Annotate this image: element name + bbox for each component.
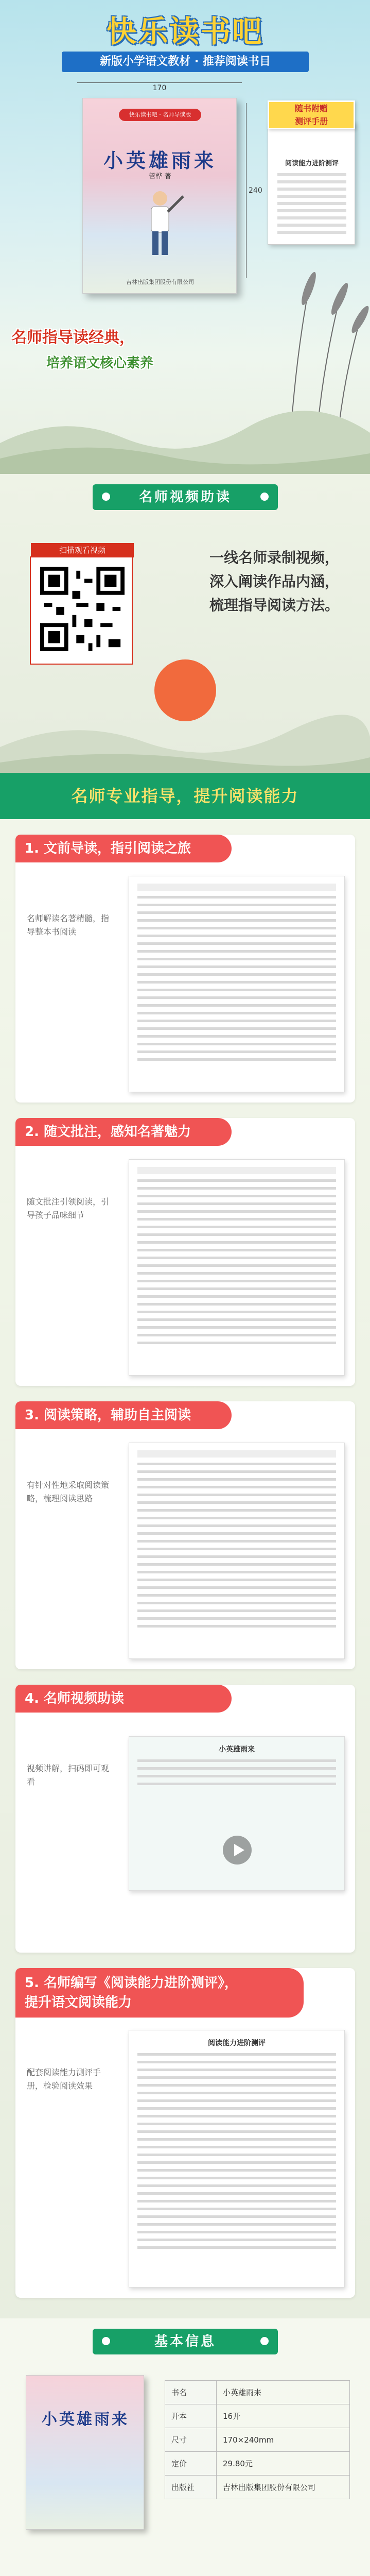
gift-tag-text: 随书附赠 测评手册: [294, 104, 328, 126]
info-row: [165, 2452, 350, 2476]
basic-info-section: [0, 2318, 370, 2576]
hero-section: [0, 0, 370, 474]
hero-title: 快乐读书吧: [106, 14, 263, 49]
feature-2-image: [129, 1159, 345, 1376]
info-key: 出版社: [165, 2476, 217, 2499]
assessment-booklet-title: 阅读能力进阶测评: [285, 160, 339, 167]
assessment-lines: [277, 173, 346, 238]
video-guide-header: 名师视频助读: [93, 484, 278, 510]
info-row: [165, 2381, 350, 2404]
info-table: [165, 2380, 350, 2499]
feature-5-head: [15, 1968, 304, 2018]
feature-card-5: [15, 1968, 355, 2298]
hero-mountains: [0, 371, 370, 474]
video-guide-section: [0, 474, 370, 773]
feature-3-desc: 有针对性地采取阅读策略，梳理阅读思路: [27, 1480, 110, 1503]
guide-line-3: 梳理指导阅读方法。: [209, 597, 339, 614]
hero-boy-illustration: [132, 186, 188, 263]
info-book-cover: [26, 2375, 144, 2530]
hero-slogan-2: 培养语文核心素养: [46, 355, 154, 371]
feature-1-head: 1. 文前导读，指引阅读之旅: [15, 835, 232, 862]
guide-line-1: 一线名师录制视频，: [209, 549, 339, 566]
info-value: 29.80元: [217, 2452, 350, 2476]
book-publisher: 吉林出版集团股份有限公司: [126, 279, 194, 285]
feature-3-image: [129, 1443, 345, 1659]
feature-1-image: [129, 876, 345, 1092]
feature-card-3: [15, 1401, 355, 1669]
basic-info-header: 基本信息: [93, 2329, 278, 2354]
assessment-page-title: 阅读能力进阶测评: [208, 2039, 266, 2047]
feature-3-head: 3. 阅读策略，辅助自主阅读: [15, 1401, 232, 1429]
video-guide-text: [209, 546, 339, 617]
info-key: 定价: [165, 2452, 217, 2476]
guide-mountains: [0, 690, 370, 773]
book-author: 管桦 著: [149, 173, 171, 180]
info-key: 书名: [165, 2381, 217, 2404]
hero-slogan-1: 名师指导读经典，: [11, 329, 135, 347]
info-value: 吉林出版集团股份有限公司: [217, 2476, 350, 2499]
info-value: 16开: [217, 2404, 350, 2428]
feature-5-image: [129, 2030, 345, 2287]
info-key: 尺寸: [165, 2428, 217, 2452]
info-row: [165, 2428, 350, 2452]
assessment-booklet: [268, 121, 355, 245]
qr-label: 扫描观看视频: [31, 543, 134, 557]
feature-card-1: [15, 835, 355, 1103]
feature-4-video-frame[interactable]: [129, 1736, 345, 1891]
width-dimension: 170: [77, 82, 242, 92]
info-value: 170×240mm: [217, 2428, 350, 2452]
height-dimension: 240: [246, 103, 262, 278]
feature-card-4: [15, 1685, 355, 1953]
gift-tag: [268, 100, 355, 129]
video-frame-title: 小英雄雨来: [219, 1745, 255, 1754]
feature-2-desc: 随文批注引领阅读，引导孩子品味细节: [27, 1197, 110, 1220]
features-banner: 名师专业指导，提升阅读能力: [0, 773, 370, 819]
play-icon[interactable]: [222, 1835, 253, 1866]
info-key: 开本: [165, 2404, 217, 2428]
feature-4-head: 4. 名师视频助读: [15, 1685, 232, 1713]
feature-2-head: 2. 随文批注，感知名著魅力: [15, 1118, 232, 1146]
book-title: 小英雄雨来: [103, 149, 217, 172]
info-value: 小英雄雨来: [217, 2381, 350, 2404]
hero-subtitle: 新版小学语文教材 · 推荐阅读书目: [62, 52, 309, 72]
book-cover: [82, 98, 237, 294]
feature-card-2: [15, 1118, 355, 1386]
qr-code-box[interactable]: [30, 546, 133, 665]
info-book-title: 小英雄雨来: [42, 2411, 129, 2429]
feature-1-desc: 名师解读名著精髓，指导整本书阅读: [27, 913, 110, 937]
qr-code-icon[interactable]: [40, 567, 125, 651]
info-row: [165, 2404, 350, 2428]
book-series-band: 快乐读书吧 · 名师导读版: [119, 109, 201, 121]
feature-5-desc: 配套阅读能力测评手册，检验阅读效果: [27, 2067, 101, 2091]
feature-5-head-text: 5. 名师编写《阅读能力进阶测评》， 提升语文阅读能力: [25, 1975, 238, 2010]
features-section: [0, 819, 370, 2318]
feature-4-desc: 视频讲解，扫码即可观看: [27, 1764, 110, 1787]
info-row: [165, 2476, 350, 2499]
guide-line-2: 深入阐读作品内涵，: [209, 573, 339, 590]
